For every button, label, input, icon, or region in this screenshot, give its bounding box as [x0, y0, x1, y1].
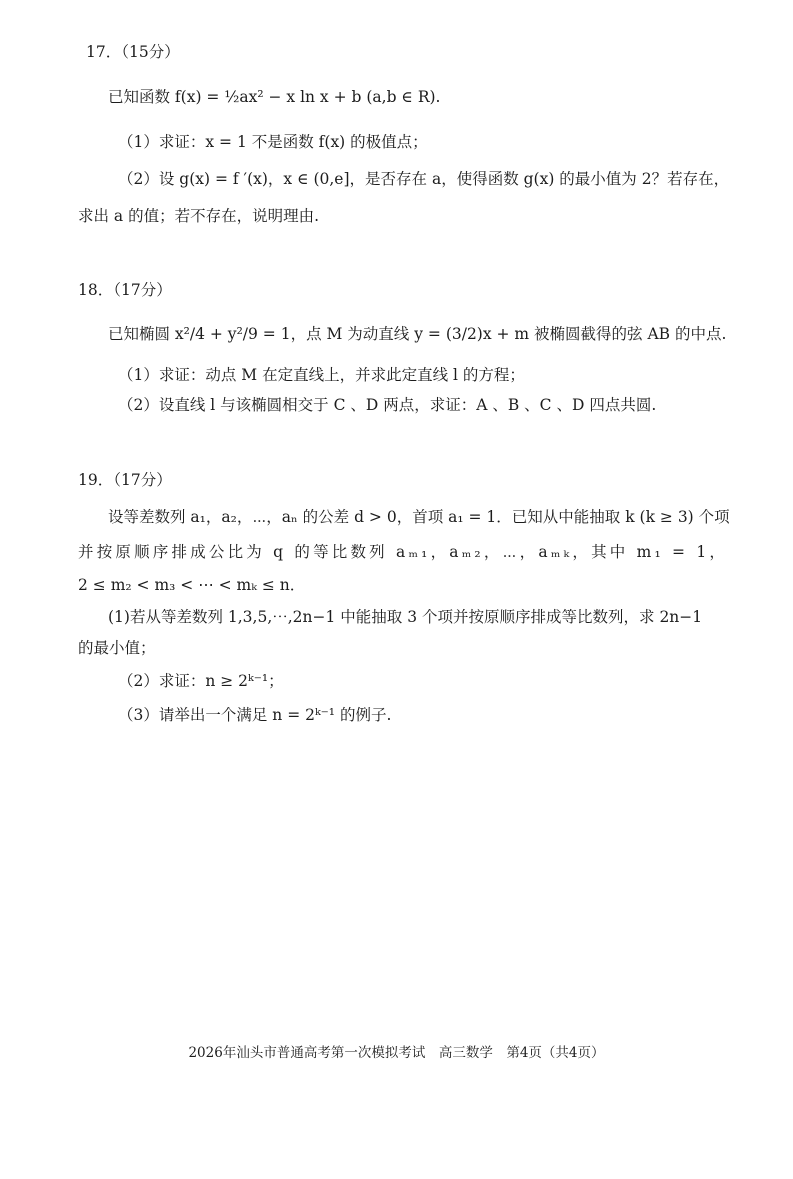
question-18-stem: 已知椭圆 x²/4 + y²/9 = 1，点 M 为动直线 y = (3/2)x + m 被椭圆截得的弦 AB 的中点.: [108, 325, 727, 343]
question-17-part-2-cont: 求出 a 的值；若不存在，说明理由.: [78, 207, 320, 225]
question-18-part-2: （2）设直线 l 与该椭圆相交于 C 、D 两点，求证：A 、B 、C 、D 四点共圆.: [118, 396, 657, 414]
question-19-part-1: (1)若从等差数列 1,3,5,⋯,2n−1 中能抽取 3 个项并按原顺序排成等比数列，求 2n−1: [108, 608, 703, 626]
question-19-part-3: （3）请举出一个满足 n = 2ᵏ⁻¹ 的例子.: [118, 706, 392, 724]
question-19-part-1-cont: 的最小值；: [78, 639, 156, 657]
question-17-part-2: （2）设 g(x) = f ′(x)，x ∈ (0,e]，是否存在 a，使得函数 g(x) 的最小值为 2？若存在，: [118, 170, 730, 188]
question-19-stem-2: 并按原顺序排成公比为 q 的等比数列 aₘ₁，aₘ₂，⋯，aₘₖ，其中 m₁ = 1，: [78, 543, 729, 561]
question-19-stem-1: 设等差数列 a₁，a₂，⋯，aₙ 的公差 d > 0，首项 a₁ = 1．已知从中能抽取 k (k ≥ 3) 个项: [108, 508, 730, 526]
question-19-stem-3: 2 ≤ m₂ < m₃ < ⋯ < mₖ ≤ n．: [78, 576, 306, 594]
question-19-part-2: （2）求证：n ≥ 2ᵏ⁻¹；: [118, 672, 284, 690]
question-19-header: 19．（17分）: [78, 471, 172, 489]
question-17-stem: 已知函数 f(x) = ½ax² − x ln x + b (a,b ∈ R).: [108, 88, 441, 106]
question-17-header: 17．（15分）: [86, 43, 180, 61]
question-18-header: 18．（17分）: [78, 281, 172, 299]
page-footer: 2026年汕头市普通高考第一次模拟考试 高三数学 第4页（共4页）: [188, 1045, 605, 1061]
question-17-part-1: （1）求证：x = 1 不是函数 f(x) 的极值点；: [118, 133, 428, 151]
question-18-part-1: （1）求证：动点 M 在定直线上，并求此定直线 l 的方程；: [118, 366, 525, 384]
